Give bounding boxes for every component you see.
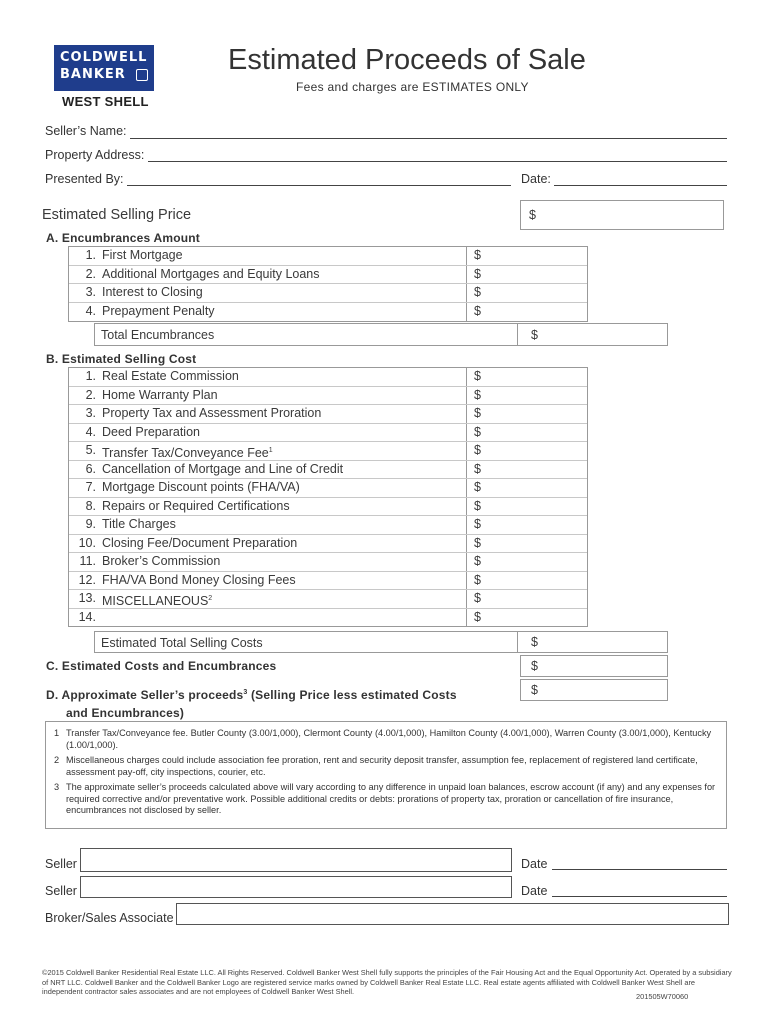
row-label: Property Tax and Assessment Proration	[102, 406, 322, 420]
table-row	[69, 424, 587, 443]
footnote-3: 3 The approximate seller’s proceeds calculated above will vary according to any difference in unpaid loan balances, escrow account (if any) and any expenses for required corrective and/or preventative work. Possible additional credits or debts: prorations of property tax, proration or cancellation of fire insurance, encumbrances not disclosed by seller.	[54, 782, 716, 815]
property-address-label: Property Address:	[45, 148, 145, 162]
amount-field[interactable]: $	[474, 461, 481, 476]
row-number: 2.	[85, 266, 96, 281]
table-row	[69, 284, 587, 303]
amount-field[interactable]: $	[474, 248, 481, 262]
amount-field[interactable]: $	[474, 591, 481, 605]
row-number: 8.	[85, 498, 96, 513]
selling-price-currency: $	[529, 208, 536, 222]
row-label: Broker’s Commission	[102, 554, 221, 568]
total-selling-costs-row	[94, 631, 668, 653]
table-row	[69, 516, 587, 535]
logo-line-2: BANKER	[60, 67, 126, 82]
seller-2-signature-field[interactable]	[80, 876, 512, 898]
table-row	[69, 590, 587, 609]
total-selling-costs-currency[interactable]: $	[531, 635, 538, 649]
broker-signature-field[interactable]	[176, 903, 729, 925]
total-selling-costs-label: Estimated Total Selling Costs	[101, 636, 263, 650]
row-number: 13.	[78, 591, 96, 605]
footnote-ref: 1	[268, 447, 273, 454]
footnote-1: 1 Transfer Tax/Conveyance fee. Butler County (3.00/1,000), Clermont County (4.00/1,000), Hamilton County (4.00/1,000), Warren County (3.00/1,000), Kentucky (1.00/1,000).	[54, 728, 712, 750]
date-1-label: Date	[521, 857, 548, 871]
section-c-heading: C. Estimated Costs and Encumbrances	[46, 659, 277, 673]
table-row	[69, 247, 587, 266]
row-label: Additional Mortgages and Equity Loans	[102, 266, 320, 281]
total-encumbrances-label: Total Encumbrances	[101, 328, 215, 342]
footer-legal: ©2015 Coldwell Banker Residential Real Estate LLC. All Rights Reserved. Coldwell Banker West Shell fully supports the principles of the Fair Housing Act and the Equal Opportunity Act. Operated by a subsidiary of NRT LLC. Coldwell Banker and the Coldwell Banker Logo are registered service marks owned by Coldwell Banker Real Estate LLC. Real estate agents affiliated with Coldwell Banker West Shell are independent contractor sales associates and are not employees of Coldwell Banker West Shell.	[42, 968, 732, 997]
page-title: Estimated Proceeds of Sale	[228, 44, 586, 76]
row-label: FHA/VA Bond Money Closing Fees	[102, 572, 296, 587]
row-number: 4.	[85, 424, 96, 439]
section-a-heading: A. Encumbrances Amount	[46, 231, 200, 245]
row-label: Transfer Tax/Conveyance Fee$^1$	[102, 446, 273, 461]
section-d-heading-pre: D. Approximate Seller’s proceeds	[46, 688, 244, 702]
row-number: 3.	[85, 285, 96, 299]
row-label: Real Estate Commission	[102, 369, 239, 383]
amount-field[interactable]: $	[474, 535, 481, 550]
logo-seal-icon	[136, 69, 148, 81]
row-label: Deed Preparation	[102, 424, 200, 439]
row-label: Home Warranty Plan	[102, 387, 218, 402]
section-c-input[interactable]	[520, 655, 668, 677]
amount-field[interactable]: $	[474, 285, 481, 299]
amount-field[interactable]: $	[474, 387, 481, 402]
amount-field[interactable]: $	[474, 406, 481, 420]
selling-cost-table	[68, 367, 588, 627]
form-code: 201505W70060	[636, 992, 689, 1001]
amount-field[interactable]: $	[474, 480, 481, 494]
seller-1-signature-field[interactable]	[80, 848, 512, 872]
table-row	[69, 553, 587, 572]
selling-price-input[interactable]	[520, 200, 724, 230]
table-row	[69, 368, 587, 387]
amount-field[interactable]: $	[474, 424, 481, 439]
table-row	[69, 535, 587, 554]
amount-field[interactable]: $	[474, 609, 481, 624]
table-row	[69, 266, 587, 285]
row-label: MISCELLANEOUS$^2$	[102, 594, 213, 609]
row-label: Prepayment Penalty	[102, 303, 215, 318]
date-2-field[interactable]	[552, 896, 727, 897]
amount-field[interactable]: $	[474, 303, 481, 318]
section-d-footnote-ref: 3	[243, 689, 248, 696]
section-d-currency: $	[531, 683, 538, 697]
row-number: 1.	[85, 248, 96, 262]
amount-field[interactable]: $	[474, 498, 481, 513]
row-label: Repairs or Required Certifications	[102, 498, 290, 513]
amount-field[interactable]: $	[474, 517, 481, 531]
table-row	[69, 498, 587, 517]
encumbrances-table	[68, 246, 588, 322]
row-number: 6.	[85, 461, 96, 476]
date-2-label: Date	[521, 884, 548, 898]
row-number: 10.	[78, 535, 96, 550]
page-subtitle: Fees and charges are ESTIMATES ONLY	[296, 80, 529, 94]
row-number: 4.	[85, 303, 96, 318]
row-label: Closing Fee/Document Preparation	[102, 535, 298, 550]
row-number: 1.	[85, 369, 96, 383]
row-label: First Mortgage	[102, 248, 183, 262]
amount-field[interactable]: $	[474, 554, 481, 568]
seller-1-label: Seller	[45, 857, 77, 871]
coldwell-banker-logo	[54, 45, 154, 91]
row-label: Cancellation of Mortgage and Line of Credit	[102, 461, 344, 476]
selling-price-label: Estimated Selling Price	[42, 207, 192, 223]
row-number: 9.	[85, 517, 96, 531]
table-row	[69, 609, 587, 628]
table-row	[69, 572, 587, 591]
table-row	[69, 479, 587, 498]
footnote-2: 2 Miscellaneous charges could include association fee proration, rent and security deposit transfer, assumption fee, replacement of registered land certificate, assessment pay-off, city inspections, courier, etc.	[54, 755, 698, 777]
broker-label: Broker/Sales Associate	[45, 911, 174, 925]
office-name: WEST SHELL	[62, 94, 149, 109]
amount-field[interactable]: $	[474, 266, 481, 281]
table-row	[69, 387, 587, 406]
row-number: 3.	[85, 406, 96, 420]
seller-name-label: Seller’s Name:	[45, 124, 127, 138]
logo-line-1: COLDWELL	[60, 50, 148, 65]
date-field[interactable]	[554, 185, 727, 186]
amount-field[interactable]: $	[474, 572, 481, 587]
section-d-heading-line2: and Encumbrances)	[66, 706, 185, 720]
row-label: Interest to Closing	[102, 285, 203, 299]
footnotes-box	[45, 721, 727, 829]
presented-by-label: Presented By:	[45, 172, 124, 186]
section-d-heading	[46, 684, 457, 722]
table-row	[69, 303, 587, 322]
amount-field[interactable]: $	[474, 443, 481, 457]
total-encumbrances-row	[94, 323, 668, 346]
date-label: Date:	[521, 172, 551, 186]
table-row	[69, 405, 587, 424]
seller-name-field[interactable]	[130, 138, 727, 139]
date-1-field[interactable]	[552, 869, 727, 870]
section-d-heading-post: (Selling Price less estimated Costs	[247, 688, 457, 702]
seller-2-label: Seller	[45, 884, 77, 898]
table-row	[69, 442, 587, 461]
property-address-field[interactable]	[148, 161, 727, 162]
row-number: 7.	[85, 480, 96, 494]
section-b-heading: B. Estimated Selling Cost	[46, 352, 197, 366]
presented-by-field[interactable]	[127, 185, 511, 186]
amount-field[interactable]: $	[474, 369, 481, 383]
section-c-currency: $	[531, 659, 538, 673]
row-number: 2.	[85, 387, 96, 402]
footnote-ref: 2	[208, 595, 213, 602]
row-label: Mortgage Discount points (FHA/VA)	[102, 480, 300, 494]
total-encumbrances-currency[interactable]: $	[531, 328, 538, 342]
row-number: 5.	[85, 443, 96, 457]
row-number: 14.	[78, 609, 96, 624]
row-label: Title Charges	[102, 517, 176, 531]
section-d-input[interactable]	[520, 679, 668, 701]
row-number: 12.	[78, 572, 96, 587]
row-number: 11.	[79, 554, 96, 568]
table-row	[69, 461, 587, 480]
